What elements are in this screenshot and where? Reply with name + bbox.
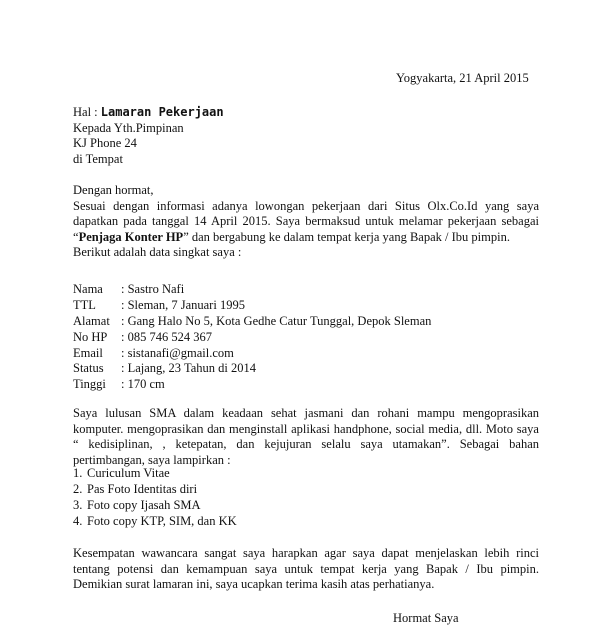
detail-value: : Lajang, 23 Tahun di 2014 <box>121 361 256 376</box>
signoff: Hormat Saya <box>393 611 459 625</box>
detail-value: : Sastro Nafi <box>121 282 185 296</box>
list-item <box>73 498 539 514</box>
list-text: Curiculum Vitae <box>87 466 170 480</box>
detail-row <box>73 298 539 314</box>
closing-section <box>73 546 539 593</box>
place-date: Yogyakarta, 21 April 2015 <box>396 71 529 85</box>
body-paragraph: Saya lulusan SMA dalam keadaan sehat jasmani dan rohani mampu mengoprasikan komputer. mengoprasikan dan menginstall aplikasi handphone, social media, dll. Moto saya “ kedisiplinan, , ketepatan, dan kejujuran selalu saya utamakan”. Sebagai bahan pertimbangan, saya lampirkan : <box>73 406 539 467</box>
detail-value: : sistanafi@gmail.com <box>121 345 234 360</box>
detail-row <box>73 330 539 346</box>
list-number: 4. <box>73 513 83 528</box>
detail-row <box>73 314 539 330</box>
list-number: 1. <box>73 466 83 480</box>
detail-label: Email <box>73 345 103 360</box>
intro-position: Penjaga Konter HP <box>78 229 184 244</box>
subject-text: Lamaran Pekerjaan <box>100 105 224 119</box>
recipient-line: KJ Phone 24 <box>73 136 137 151</box>
list-number: 3. <box>73 497 83 512</box>
detail-row <box>73 361 539 377</box>
list-text: Pas Foto Identitas diri <box>87 481 198 496</box>
detail-label: Nama <box>73 282 103 296</box>
detail-label: No HP <box>73 329 108 344</box>
intro-paragraph <box>73 199 539 246</box>
detail-row <box>73 377 539 393</box>
detail-value: : 085 746 524 367 <box>121 329 212 344</box>
intro-text-a: Sesuai dengan informasi adanya lowongan pekerjaan dari Situs Olx.Co.Id yang saya dapatkan pada tanggal 14 April 2015. Saya bermaksud untuk melamar pekerjaan sebagai “ <box>73 198 539 244</box>
intro-text-b: ” dan bergabung ke dalam tempat kerja yang Bapak / Ibu pimpin. <box>183 229 510 244</box>
salutation: Dengan hormat, <box>73 183 154 197</box>
detail-label: Alamat <box>73 313 110 328</box>
qualification-section <box>73 406 539 468</box>
data-lead: Berikut adalah data singkat saya : <box>73 245 242 260</box>
detail-label: TTL <box>73 297 96 312</box>
detail-value: : Sleman, 7 Januari 1995 <box>121 297 245 312</box>
closing-paragraph: Kesempatan wawancara sangat saya harapkan agar saya dapat menjelaskan lebih rinci tentang potensi dan kemampuan saya untuk tempat kerja yang Bapak / Ibu pimpin. Demikian surat lamaran ini, saya ucapkan terima kasih atas perhatianya. <box>73 546 539 592</box>
letter-header <box>73 105 539 167</box>
subject-label: Hal : <box>73 105 101 119</box>
subject-line <box>73 105 539 121</box>
recipient-line: Kepada Yth.Pimpinan <box>73 120 184 135</box>
list-text: Foto copy Ijasah SMA <box>87 497 201 512</box>
detail-row <box>73 282 539 298</box>
recipient-line: di Tempat <box>73 151 123 166</box>
detail-value: : Gang Halo No 5, Kota Gedhe Catur Tunggal, Depok Sleman <box>121 313 432 328</box>
list-item <box>73 482 539 498</box>
list-text: Foto copy KTP, SIM, dan KK <box>87 513 237 528</box>
detail-row <box>73 346 539 362</box>
detail-label: Tinggi <box>73 377 106 392</box>
list-number: 2. <box>73 481 83 496</box>
list-item <box>73 514 539 530</box>
opening-section <box>73 183 539 261</box>
personal-details <box>73 282 539 393</box>
detail-label: Status <box>73 361 104 376</box>
detail-value: : 170 cm <box>121 377 165 392</box>
attachment-list <box>73 466 539 530</box>
list-item <box>73 466 539 482</box>
